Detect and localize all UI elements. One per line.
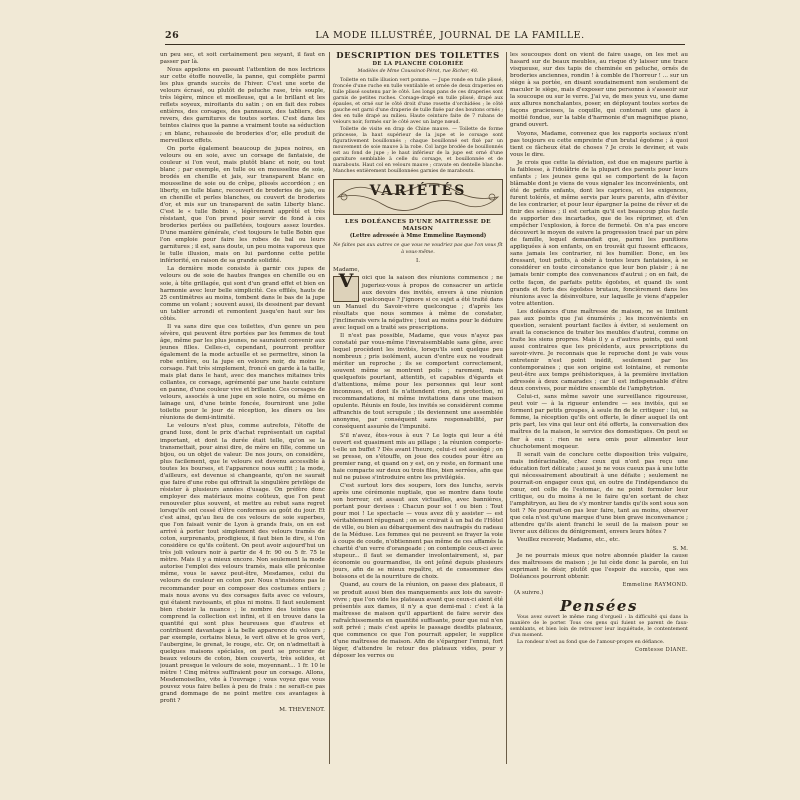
- to-be-continued: (A suivre.): [514, 589, 544, 596]
- paragraph: La dernière mode consiste à garnir ces jupes de velours ou de soie de hautes franges en chenille ou en soie, à tête grillagée, qui sont d'un grand effet et bien en harmonie avec leur belle simplicité. Ces effilés, hauts de 25 centimètres au moins, tombent dans le bas de la jupe comme un volant ; souvent aussi, ils dessinent par devant un tablier arrondi et remontent jusqu'en haut sur les côtés.: [160, 266, 325, 322]
- section-subtitle: DE LA PLANCHE COLORIÉE: [372, 61, 464, 68]
- paragraph: Il va sans dire que ces toilettes, d'un genre un peu sévère, qui peuvent être portées par les femmes de tout âge, même par les plus jeunes, ne sauraient convenir aux jeunes filles. Celles-ci, cependant, pourront profiter également de la mode actuelle et se permettre, sinon la robe entière, ou la jupe en velours noir, du moins le corsage. Fait très simplement, froncé en garde à la taille, mais plat dans le haut, avec des manches mitaines très collantes, ce corsage, agrémenté par une haute ceinture en panne, d'une couleur vive et brillante. Ces corsages de velours, associés à une jupe en soie noire, ou même en lainage uni, d'une teinte foncée, fourniront une jolie toilette pour le jour de réception, les dîners ou les réunions de demi-intimité.: [160, 323, 325, 422]
- epigraph: Ne faites pas aux autres ce que vous ne voudriez pas que l'on vous fît à vous-même.: [333, 243, 503, 256]
- paragraph: S'il n'avez, êtes-vous à eux ? Le logis qui leur a été ouvert est quasiment mis au pillage ; la réunion comporte-t-elle un buffet ? Dès avant l'heure, celui-ci est assiégé ; on se presse, on s'étouffe, on joue des coudes pour être au premier rang, et quand on y est, on y reste, en formant une haie compacte sur deux ou trois files, bien serrées, afin que nul ne puisse s'introduire entre les privilégiés.: [333, 432, 503, 481]
- page-number: 26: [165, 30, 180, 41]
- letter-signature: S. M.: [672, 546, 688, 553]
- paragraph: Il n'est pas possible, Madame, que vous n'ayez pas constaté par vous-même l'invraisemblable sans gêne, avec lequel procèdent les invités, lorsqu'ils sont quelque peu nombreux ; pris isolément, aucun d'entre eux ne voudrait mériter un reproche ; ils se comportent correctement, souvent même se montrent polis ; rarement, mais quelquefois pourtant, attentifs, et capables d'égards et d'attentions, même pour les personnes qui leur sont inconnues, et dont ils n'attendent rien, ni protection, ni recommandations, ni même invitations dans une maison opulente. Réunis en foule, les invités se considèrent comme affranchis de tout scrupule ; ils deviennent une assemblée anonyme, par conséquent sans responsabilité, par conséquent assurée de l'impunité.: [333, 332, 503, 431]
- article-subtitle: (Lettre adressée à Mme Emmeline Raymond): [349, 233, 487, 240]
- column-fashion-chronicle: [160, 52, 325, 752]
- section-title-description: DESCRIPTION DES TOILETTES: [336, 52, 500, 60]
- paragraph-text: oici que la saison des réunions commence ; ne jugeriez-vous à propos de consacrer un article aux devoirs des invités, envers à une réunion quelconque ? J'ignore si ce sujet a été traité dans un Manuel du Savoir-vivre quelconque ; d'après les résultats que nous sommes à même de constater, j'inclinerais vers la négative ; tout au moins pour le déduire avec lequel on a traité ses prescriptions.: [333, 275, 503, 331]
- toilette-description: Toilette de visite en drap de Chine mauve. — Toilette de forme princesse, la haut supérieur de la jupe et le corsage sont figurativement bouillonnés ; chaque bouillonné est fixé par un mouvement de soie mauve à la robe. Col large brodée de bouillonnés est au fond de jupe ; le haut inférieur de la jupe est orné d'une garniture semblable à celle du corsage, et bouillonnée et de marabouts. Haut col en velours mauve ; cravate en dentelle blanche. Manches entièrement bouillonnées garnies de marabouts.: [333, 127, 503, 175]
- paragraph: Nous appelons en passant l'attention de nos lectrices sur cette étoffe nouvelle, la panne, qui complète parmi les plus grands succès de l'hiver. C'est une sorte de velours écrasé, ou plutôt de peluche rase, très souple, très légère, mince et moelleuse, qui a le brillant et les reflets soyeux, miroitants du satin ; on en fait des robes entières, des corsages, des panneaux, des tabliers, des revers, des garnitures de toutes sortes. C'est dans les teintes claires que la panne a vraiment toute sa séduction ; en blanc, rehaussée de broderies d'or, elle produit de merveilleux effets.: [160, 67, 325, 144]
- salutation: Madame,: [333, 267, 360, 274]
- paragraph: les soucoupes dont on vient de faire usage, on les met au hasard sur de beaux meubles, au risque d'y laisser une trace visqueuse, sur des tapis de cheminée en peluche, ornés de broderies anciennes, rondin ! à comble de l'horreur ! ... sur un siège à sa portée, en disant soudainement non seulement de maculer le siège, mais d'exposer une personne à s'asseoir sur la soucoupe ou sur le verre. J'ai vu, de mes yeux vu, une dame aux allures nonchalantes, poser, en déployant toutes sortes de façons gracieuses, la coquille, qui contenait une glace à moitié fondue, sur la table d'harmonie d'un magnifique piano, grand ouvert.: [510, 52, 688, 129]
- paragraph: Je crois que cette la déviation, est due en majeure partie à la faiblesse, à l'idolâtrie de la plupart des parents pour leurs enfants ; les jeunes gens qui se comportent de la façon blâmable dont je viens de vous signaler les inconvénients, ont été de petits enfants, dont les caprices, et les exigences, furent tolérés, et même servis par leurs parents, afin d'éviter de les contrarier, et pour leur épargner la peine de rêver et de finir des scènes ; il est certain qu'il est beaucoup plus facile de supporter des incartades, que de les réprimer, et d'en empêcher l'explosion, à force de fermeté. On n'a pas encore découvert le moyen de suivre la progression tracé par un père de famille, lequel demandait que, parmi les punitions appliquées à son enfants, on en trouvât qui fussent efficaces, sans jamais les contrarier, ni les humilier. Donc, en les dressant, tout petits, à obéir à toutes leurs fantaisies, à se considérer en toute circonstance que leur bon plaisir ; à ne jamais tenir compte des convenances d'autrui ; on en fait, de cette façon, de parfaits petits égoïstes, et quand ils sont grands et forts des égoïstes brutaux, foncièrement dans les réunions avec la désinvolture, sur laquelle je viens d'appeler votre attention.: [510, 159, 688, 307]
- paragraph: Le velours n'est plus, comme autrefois, l'étoffe de grand luxe, dont le prix d'achat représentait un capital important, et dont la durée était telle, qu'on se la transmettait, pour ainsi dire, de mère en fille, comme un bijou, ou un objet de valeur. De nos jours, on considère, plus facilement, que le velours est devenu accessible à toutes les bourses, et l'apparence nous suffit ; la mode, d'ailleurs, est devenue si changeante, qu'on ne saurait que faire d'une robe qui offrirait la singulière privilège de résister à plusieurs années d'usage. On préfère donc employer des matériaux moins coûteux, que l'on peut renouveler plus souvent, et mettre au rebut sans regret lorsqu'ils ont cessé d'être conformes au goût du jour. Et c'est ainsi, qu'au lieu de ces velours de soie superbes, que l'on faisait venir de Lyon à grands frais, on en est arrivé à porter tout simplement des velours tramés de coton, surprenants, prodigieux, il faut bien le dire, si l'on considère ce qu'ils coûtent. On peut avoir aujourd'hui un très joli velours noir à partir de 4 fr. 90 ou 5 fr. 75 le mètre. Mais il y a mieux encore. Non seulement la mode autorise l'emploi des velours tramés, mais elle préconise même, vous le savez peut-être, Mesdames, celui du velours de couleur en coton pur. Nous n'insistons pas le recommander pour en composer des costumes entiers ; mais nous avons vu des corsages faits avec ce velours, qui étaient ravissants, et plus ni moins. Il faut seulement bien choisir la nuance ; le nombre des teintes que comprend la collection est infini, et il en trouve dans la quantité qui sont plus heureuses que d'autres et contribuent davantage à la belle apparence du velours ; par exemple, certains bleus, le vert olive et le gros vert, l'aubergine, le grenat, le rouge, etc. Or, on n'admettait à quelques maisons spéciales, on peut se procurer de beaux velours de coton, bien couverts, très solides, et jouant presque le velours de soie, moyennant... 1 fr. 10 le mètre ! Cinq mètres suffiraient pour un corsage. Allons, Mesdemoiselles, vite à l'ouvrage ; vous voyez que vous pouvez vous faire belles à peu de frais : ne serait-ce pas grand dommage de ne point mettre ces avantages à profit ?: [160, 423, 325, 705]
- paragraph: un peu sec, et soit certainement peu seyant, il faut en passer par là.: [160, 52, 325, 66]
- column-divider: [329, 52, 330, 764]
- models-credit: Modèles de Mme Coussinot-Pérot, rue Richer, 48.: [357, 69, 479, 75]
- pensee-signature: Comtesse DIANE.: [634, 646, 688, 653]
- paragraph: Il serait vain de conclure cette disposition très vulgaire, mais indéracinable, chez ceux qui n'ont pas reçu une éducation fort délicate ; aussi je ne vous cueux pas à une lutte qui nécessairement aboutirait à une défaite ; seulement ne pourrait-on engager ceux qui, en outre de l'indépendance du cœur, ont celle de l'estomac, de ne point formuler leur critique, ou du moins à ne le faire qu'en sortant de chez l'amphitryon, au lieu de s'y montrer tandis qu'ils sont sous son toit ? Ne pourrait-on pas leur faire, tant au moins, observer que cela n'est qu'une marque d'une bien grave inconvenance ; attendre qu'ils aient franchi le seuil de la maison pour se livrer aux délices du dénigrement, envers leurs hôtes ?: [510, 451, 688, 536]
- column-letter-continued: [510, 52, 688, 764]
- dropcap-letter: V: [338, 270, 354, 293]
- page-header: [165, 28, 685, 45]
- editor-signature: Emmeline RAYMOND.: [622, 582, 688, 589]
- pensee: La rondeur n'est au fond que de l'amour-propre en défiance.: [517, 639, 665, 645]
- column-descriptions-varietes: [333, 52, 503, 762]
- author-signature: M. THEVENOT.: [279, 707, 325, 714]
- paragraph: Quand, au cours de la réunion, on passe des plateaux, il se produit aussi bien des manquements aux lois du savoir-vivre ; que l'on vide les plateaux avant que ceux-ci aient été présentés aux dames, il n'y a que demi-mal : c'est à la maîtresse de maison qu'il appartient de faire servir des rafraîchissements en quantité suffisante, pour que nul n'en soit privé ; mais c'est après le passage desdits plateaux, que commence ce que l'on pourrait appeler, le supplice d'une maîtresse de maison. Afin de s'épargner l'ennui, fort léger, d'attendre le retour des plateaux vides, pour y déposer les verres ou: [333, 582, 503, 659]
- running-title: LA MODE ILLUSTRÉE, JOURNAL DE LA FAMILLE.: [315, 30, 585, 41]
- varietes-banner: [333, 179, 503, 215]
- column-divider: [506, 52, 507, 764]
- paragraph: C'est surtout lors des soupers, lors des lunchs, servis après une cérémonie nuptiale, que se montre dans toute son horreur, cet assaut aux victuailles, avec bannières, portant pour devises : Chacun pour soi ! ou bien : Tout pour moi ! Le spectacle — vous avez dû y assister — est véritablement répugnant ; on se croirait à un bal de l'Hôtel de ville, ou bien au débarquement des naufragés du radeau de la Méduse. Les femmes qui ne peuvent se frayer la voie à coups de coude, n'obtiennent pas même de ces affamés la charité d'un verre d'orangeade ; on contemple ceux-ci avec stupeur... il faut se demander involontairement, si, par économie ou gourmandise, ils ont jeûné depuis plusieurs jours, afin de se mieux repaître, et de consommer des boissons et de la nourriture de choix.: [333, 482, 503, 581]
- paragraph: Les doléances d'une maîtresse de maison, ne se limitent pas aux points que j'ai énumérés ; les inconvénients en question, seraient pourtant faciles à éviter, si seulement on avait la conscience de traiter les meubles d'autrui, comme on traite les siens propres. Mais il y a d'autres points, qui sont aussi contraires que les précédents, aux prescriptions du savoir-vivre. Je reconnais que le reproche dont je vais vous entretenir n'est point inédit, seulement par les contemporaines ; que son origine est lointaine, et remonte peut-être aux temps préhistoriques, à la première invitation adressée à deux camarades ; car il est indispensable d'être deux convives, pour médire ensemble de l'amphytrion.: [510, 308, 688, 393]
- paragraph: Celui-ci, sans même savoir une surveillance rigoureuse, peut voir — à la rigueur entendre — ses invités, qui se forment par petits groupes, à seule fin de le critiquer : lui, sa femme, la réception qu'ils ont offerte, le dîner auquel ils ont pris part, les vins qui leur ont été offerts, la conversation des maîtres de la maison, le service des domestiques. On peut se fier à eux : rien ne sera omis pour alimenter leur chuchotement moqueur.: [510, 394, 688, 450]
- paragraph: Voyons, Madame, convenez que les rapports sociaux n'ont pas toujours eu cette empreinte d'un brutal égoïsme ; à quoi tient ce fâcheux état de choses ? Je crois le deviner, et vais vous le dire.: [510, 130, 688, 158]
- closing-line: Veuillez recevoir, Madame, etc., etc.: [517, 537, 620, 544]
- banner-title: VARIÉTÉS: [369, 183, 467, 200]
- paragraph: Je ne pourrais mieux que notre abonnée plaider la cause des maîtresses de maison ; je lui cède donc la parole, en lui exprimant le désir, plutôt que l'espoir du succès, que ses Doléances pourront obtenir.: [510, 553, 688, 581]
- section-number: I.: [416, 258, 420, 265]
- paragraph: On porte également beaucoup de jupes noires, en velours ou en soie, avec un corsage de fantaisie, de couleur si l'on veut, mais plutôt blanc et noir, ou tout blanc ; par exemple, en tulle ou en mousseline de soie, brodés en chenille et jais, sur transparent blanc en mousseline de soie ou de crêpe, plissés accordéon ; en liberty, en tulle blanc, recouvert de broderies de jais, ou en chenille et perles blanches, ou couvert de broderies d'or, et mis sur un transparent de satin Liberty blanc. C'est le « tulle Bobin », légèrement apprêté et très résistant, que l'on prend pour servir de fond à ces broderies perlées ou pailletées, toujours assez lourdes. D'une manière générale, c'est toujours le tulle Bobin que l'on emploie pour faire les robes de bal ou leurs garnitures ; il est, sans doute, un peu moins vaporeux que le tulle illusion, mais on lui pardonne cette petite infériorité, en raison de sa grande solidité.: [160, 145, 325, 265]
- article-title: LES DOLÉANCES D'UNE MAITRESSE DE MAISON: [345, 219, 491, 233]
- pensee: Vous avez ouvert le même rang d'orgueil : la difficulté qui dans la manière de le porter. Tous ces gens qui fuient se parent de faux-semblants, et bien loin de retrouver leur inquiétude, le contentement d'un moment.: [510, 614, 688, 638]
- toilette-description: Toilette en tulle illusion vert pomme. — Jupe ronde en tulle plissé, froncée d'une ruche en tulle ventilable et ornée de deux draperies en tulle plissé soutenu par le côté. Les longs pans de ces draperies sont garnis de petites ruches. Corsage-drapé en tulle plissé, drapé aux épaules, et orné sur le côté droit d'une rosette d'orchidées ; le côté gauche est garni d'une draperie de tulle fixée par des boutons ornés ; des en tulle drapé au milieu. Haute ceinture faite de 7 rubans de velours noir, formés sur le côté avec un large nœud.: [333, 78, 503, 126]
- pensees-heading: Pensées: [560, 596, 638, 615]
